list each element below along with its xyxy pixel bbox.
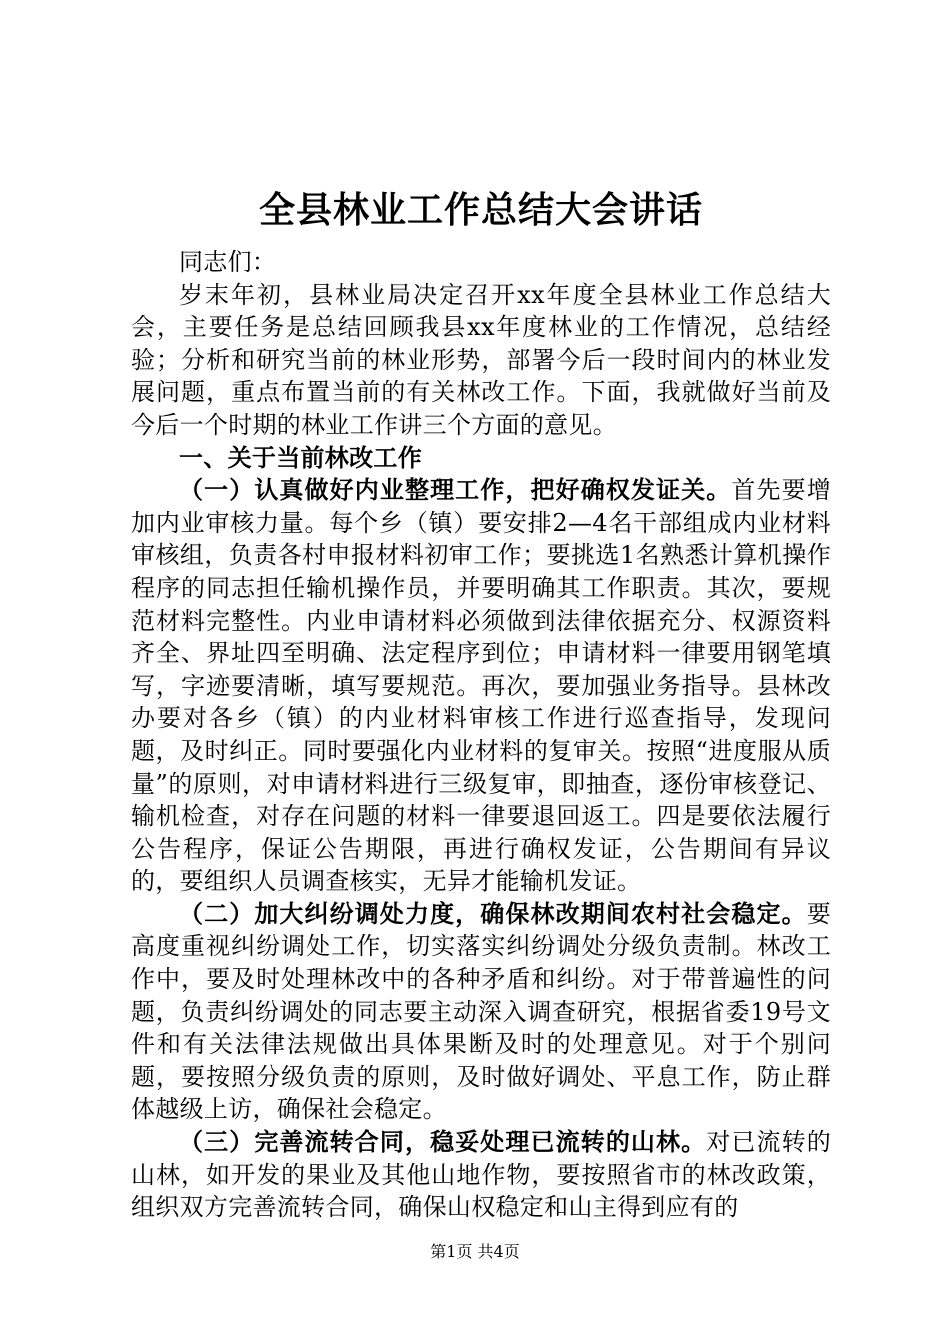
item-body-1: 首先要增加内业审核力量。每个乡（镇）要安排2—4名干部组成内业材料审核组，负责各村申报材料初审工作；要挑选1名熟悉计算机操作程序的同志担任输机操作员，并要明确其工作职责。其次，要规范材料完整性。内业申请材料必须做到法律依据充分、权源资料齐全、界址四至明确、法定程序到位；申请材料一律要用钢笔填写，字迹要清晰，填写要规范。再次，要加强业务指导。县林改办要对各乡（镇）的内业材料审核工作进行巡查指导，发现问题，及时纠正。同时要强化内业材料的复审关。按照“进度服从质量”的原则，对申请材料进行三级复审，即抽查，逐份审核登记、输机检查，对存在问题的材料一律要退回返工。四是要依法履行公告程序，保证公告期限，再进行确权发证，公告期间有异议的，要组织人员调查核实，无异才能输机发证。 bbox=[131, 476, 831, 896]
item-body-2: 要高度重视纠纷调处工作，切实落实纠纷调处分级负责制。林改工作中，要及时处理林改中的各种矛盾和纠纷。对于带普遍性的问题，负责纠纷调处的同志要主动深入调查研究，根据省委19号文件和有关法律法规做出具体果断及时的处理意见。对于个别问题，要按照分级负责的原则，及时做好调处、平息工作，防止群体越级上访，确保社会稳定。 bbox=[131, 899, 831, 1124]
page-footer: 第1页 共4页 bbox=[430, 1242, 520, 1261]
document-body bbox=[131, 188, 831, 1224]
item-lead-1: （一）认真做好内业整理工作，把好确权发证关。 bbox=[179, 475, 732, 505]
item-body-3: 对已流转的山林，如开发的果业及其他山地作物，要按照省市的林改政策，组织双方完善流转合同，确保山权稳定和山主得到应有的 bbox=[131, 1128, 831, 1222]
intro-paragraph: 岁末年初，县林业局决定召开xx年度全县林业工作总结大会，主要任务是总结回顾我县xx年度林业的工作情况，总结经验；分析和研究当前的林业形势，部署今后一段时间内的林业发展问题，重点布置当前的有关林改工作。下面，我就做好当前及今后一个时期的林业工作讲三个方面的意见。 bbox=[131, 280, 831, 439]
item-paragraph-1 bbox=[131, 474, 831, 898]
item-paragraph-3 bbox=[131, 1126, 831, 1224]
document-title: 全县林业工作总结大会讲话 bbox=[258, 189, 703, 231]
item-paragraph-2 bbox=[131, 898, 831, 1126]
section-heading-1: 一、关于当前林改工作 bbox=[179, 442, 422, 472]
item-lead-2: （二）加大纠纷调处力度，确保林改期间农村社会稳定。 bbox=[179, 898, 807, 928]
salutation: 同志们： bbox=[179, 248, 277, 276]
item-lead-3: （三）完善流转合同，稳妥处理已流转的山林。 bbox=[179, 1127, 707, 1157]
